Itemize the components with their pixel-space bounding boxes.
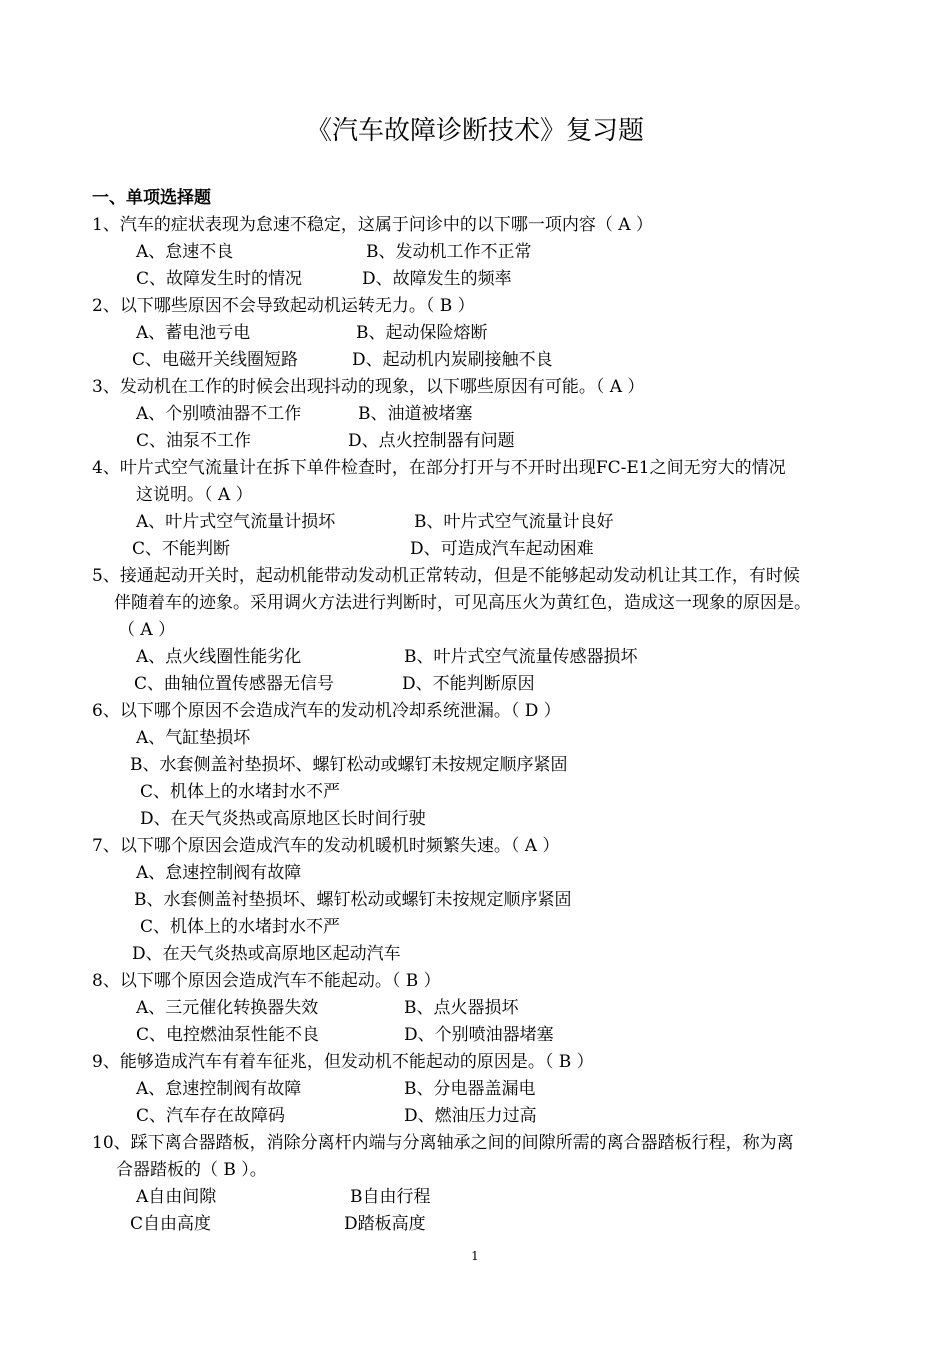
- q10-option-b: B自由行程: [350, 1187, 431, 1207]
- q8-option-c: C、电控燃油泵性能不良: [136, 1025, 320, 1045]
- question-4-line-1: 4、叶片式空气流量计在拆下单件检查时，在部分打开与不开时出现FC-E1之间无穷大的情况: [92, 458, 786, 478]
- q3-option-c: C、油泵不工作: [136, 431, 252, 451]
- q3-option-d: D、点火控制器有问题: [348, 431, 515, 451]
- q7-option-a: A、怠速控制阀有故障: [136, 863, 302, 883]
- q4-option-b: B、叶片式空气流量计良好: [414, 512, 614, 532]
- question-2-line-1: 2、以下哪些原因不会导致起动机运转无力。（ B ）: [92, 296, 475, 316]
- question-10-line-2: 合器踏板的（ B ）。: [116, 1160, 267, 1180]
- q6-option-d: D、在天气炎热或高原地区长时间行驶: [140, 809, 426, 829]
- q10-option-a: A自由间隙: [136, 1187, 217, 1207]
- question-5-line-1: 5、接通起动开关时，起动机能带动发动机正常转动，但是不能够起动发动机让其工作，有时候: [92, 566, 800, 586]
- page-title: 《汽车故障诊断技术》复习题: [305, 116, 644, 146]
- q7-option-c: C、机体上的水堵封水不严: [140, 917, 341, 937]
- question-8-line-1: 8、以下哪个原因会造成汽车不能起动。（ B ）: [92, 971, 441, 991]
- q1-option-d: D、故障发生的频率: [362, 269, 512, 289]
- q9-option-d: D、燃油压力过高: [404, 1106, 537, 1126]
- q8-option-a: A、三元催化转换器失效: [136, 998, 319, 1018]
- q1-option-c: C、故障发生时的情况: [136, 269, 303, 289]
- question-9-line-1: 9、能够造成汽车有着车征兆，但发动机不能起动的原因是。（ B ）: [92, 1052, 594, 1072]
- question-1-line-1: 1、汽车的症状表现为怠速不稳定，这属于问诊中的以下哪一项内容（ A ）: [92, 215, 653, 235]
- question-6-line-1: 6、以下哪个原因不会造成汽车的发动机冷却系统泄漏。（ D ）: [92, 701, 561, 721]
- q3-option-a: A、个别喷油器不工作: [136, 404, 302, 424]
- q6-option-a: A、气缸垫损坏: [136, 728, 251, 748]
- q3-option-b: B、油道被堵塞: [358, 404, 473, 424]
- question-5-line-2: 伴随着车的迹象。采用调火方法进行判断时，可见高压火为黄红色，造成这一现象的原因是。: [114, 593, 811, 613]
- q10-option-c: C自由高度: [130, 1214, 212, 1234]
- q8-option-b: B、点火器损坏: [404, 998, 519, 1018]
- question-10-line-1: 10、踩下离合器踏板，消除分离杆内端与分离轴承之间的间隙所需的离合器踏板行程，称为离: [92, 1133, 794, 1153]
- q4-option-a: A、叶片式空气流量计损坏: [136, 512, 336, 532]
- q2-option-d: D、起动机内炭刷接触不良: [352, 350, 553, 370]
- q7-option-d: D、在天气炎热或高原地区起动汽车: [132, 944, 401, 964]
- q4-option-d: D、可造成汽车起动困难: [410, 539, 594, 559]
- q9-option-b: B、分电器盖漏电: [404, 1079, 536, 1099]
- page-number: 1: [471, 1249, 479, 1263]
- q6-option-c: C、机体上的水堵封水不严: [140, 782, 341, 802]
- q7-option-b: B、水套侧盖衬垫损坏、螺钉松动或螺钉未按规定顺序紧固: [134, 890, 572, 910]
- q2-option-b: B、起动保险熔断: [356, 323, 488, 343]
- section-heading: 一、单项选择题: [92, 188, 211, 208]
- q9-option-c: C、汽车存在故障码: [136, 1106, 286, 1126]
- q5-option-c: C、曲轴位置传感器无信号: [134, 674, 335, 694]
- question-5-line-3: （ A ）: [118, 620, 176, 640]
- q1-option-b: B、发动机工作不正常: [366, 242, 532, 262]
- question-4-line-2: 这说明。（ A ）: [136, 485, 253, 505]
- question-3-line-1: 3、发动机在工作的时候会出现抖动的现象，以下哪些原因有可能。（ A ）: [92, 377, 645, 397]
- q6-option-b: B、水套侧盖衬垫损坏、螺钉松动或螺钉未按规定顺序紧固: [130, 755, 568, 775]
- q10-option-d: D踏板高度: [344, 1214, 426, 1234]
- q2-option-c: C、电磁开关线圈短路: [132, 350, 299, 370]
- q5-option-a: A、点火线圈性能劣化: [136, 647, 302, 667]
- q2-option-a: A、蓄电池亏电: [136, 323, 251, 343]
- q5-option-b: B、叶片式空气流量传感器损坏: [404, 647, 638, 667]
- q1-option-a: A、怠速不良: [136, 242, 234, 262]
- q5-option-d: D、不能判断原因: [402, 674, 535, 694]
- q4-option-c: C、不能判断: [132, 539, 231, 559]
- question-7-line-1: 7、以下哪个原因会造成汽车的发动机暖机时频繁失速。（ A ）: [92, 836, 560, 856]
- q8-option-d: D、个别喷油器堵塞: [404, 1025, 554, 1045]
- q9-option-a: A、怠速控制阀有故障: [136, 1079, 302, 1099]
